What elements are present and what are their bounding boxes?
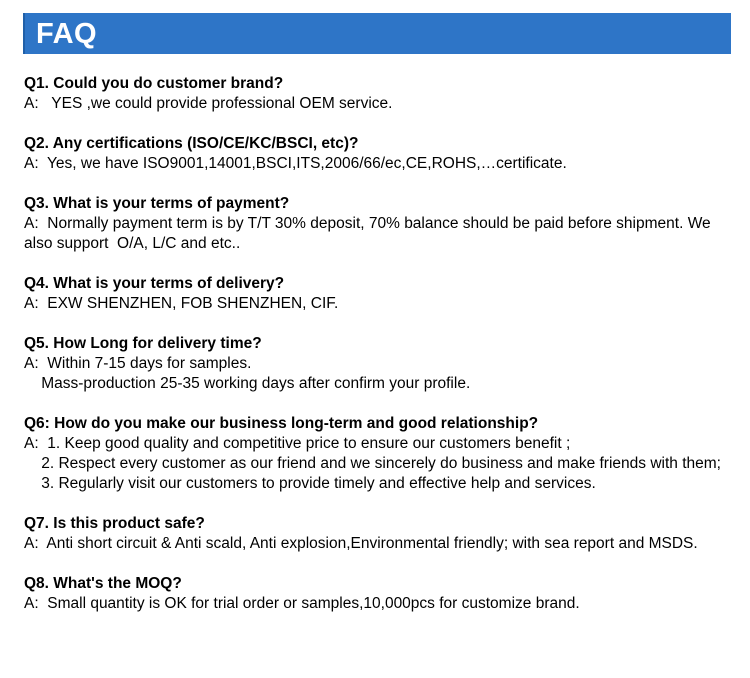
faq-item-3 (24, 194, 739, 254)
faq-answer-line: Mass-production 25-35 working days after confirm your profile. (24, 375, 471, 392)
faq-answer-line: also support O/A, L/C and etc.. (24, 235, 241, 252)
faq-item-7 (24, 514, 739, 554)
faq-answer-line: A: Normally payment term is by T/T 30% deposit, 70% balance should be paid before shipment. We (24, 215, 711, 232)
faq-answer-line: A: 1. Keep good quality and competitive price to ensure our customers benefit ; (24, 435, 571, 452)
faq-item-1 (24, 74, 739, 114)
faq-item-6 (24, 414, 739, 494)
faq-answer-line: A: Within 7-15 days for samples. (24, 355, 252, 372)
faq-question: Q7. Is this product safe? (24, 515, 205, 532)
faq-item-2 (24, 134, 739, 174)
faq-answer-line: A: EXW SHENZHEN, FOB SHENZHEN, CIF. (24, 295, 339, 312)
faq-question: Q6: How do you make our business long-term and good relationship? (24, 415, 539, 432)
faq-item-5 (24, 334, 739, 394)
page-title: FAQ (36, 18, 98, 50)
faq-list (24, 74, 739, 634)
faq-answer-line: 3. Regularly visit our customers to provide timely and effective help and services. (24, 475, 596, 492)
faq-answer-line: A: Yes, we have ISO9001,14001,BSCI,ITS,2006/66/ec,CE,ROHS,…certificate. (24, 155, 567, 172)
faq-question: Q4. What is your terms of delivery? (24, 275, 285, 292)
faq-answer-line: A: Small quantity is OK for trial order or samples,10,000pcs for customize brand. (24, 595, 580, 612)
faq-question: Q2. Any certifications (ISO/CE/KC/BSCI, etc)? (24, 135, 359, 152)
faq-item-4 (24, 274, 739, 314)
faq-question: Q8. What's the MOQ? (24, 575, 182, 592)
faq-banner (23, 13, 731, 54)
faq-answer-line: 2. Respect every customer as our friend and we sincerely do business and make friends with them; (24, 455, 721, 472)
faq-answer-line: A: YES ,we could provide professional OEM service. (24, 95, 393, 112)
faq-answer-line: A: Anti short circuit & Anti scald, Anti explosion,Environmental friendly; with sea report and MSDS. (24, 535, 698, 552)
faq-question: Q3. What is your terms of payment? (24, 195, 290, 212)
faq-question: Q1. Could you do customer brand? (24, 75, 284, 92)
faq-item-8 (24, 574, 739, 614)
faq-question: Q5. How Long for delivery time? (24, 335, 262, 352)
